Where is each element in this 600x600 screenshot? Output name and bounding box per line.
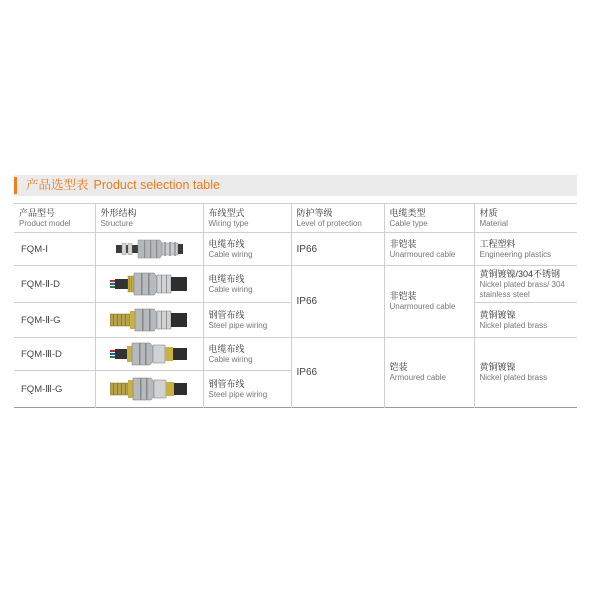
structure-image [95, 371, 203, 408]
section-header [14, 175, 577, 196]
protection-cell: IP66 [291, 266, 384, 338]
section-title-zh: 产品选型表 [26, 178, 89, 192]
section-title [26, 177, 220, 194]
table-row [14, 266, 577, 303]
model-cell: FQM-Ⅱ-G [14, 303, 95, 338]
table-row [14, 338, 577, 371]
material-cell: 黄铜镀镍/304不锈钢 Nickel plated brass/ 304 stainless steel [474, 266, 577, 303]
cable-type-cell: 铠装 Armoured cable [384, 338, 474, 408]
wiring-cell: 电缆布线 Cable wiring [203, 338, 291, 371]
model-cell: FQM-Ⅰ [14, 233, 95, 266]
wiring-cell: 钢管布线 Steel pipe wiring [203, 371, 291, 408]
table-header-row [14, 204, 577, 233]
metal-gland-pipe-image [110, 305, 188, 335]
structure-image [95, 338, 203, 371]
wiring-cell: 电缆布线 Cable wiring [203, 266, 291, 303]
material-cell: 黄铜镀镍 Nickel plated brass [474, 338, 577, 408]
plastic-gland-image [114, 236, 184, 262]
col-header-structure: 外形结构 Structure [95, 204, 203, 233]
product-selection-table [14, 203, 577, 408]
table-row [14, 233, 577, 266]
protection-cell: IP66 [291, 233, 384, 266]
structure-image [95, 303, 203, 338]
cable-type-cell: 非铠装 Unarmoured cable [384, 233, 474, 266]
protection-cell: IP66 [291, 338, 384, 408]
col-header-model: 产品型号 Product model [14, 204, 95, 233]
model-cell: FQM-Ⅲ-G [14, 371, 95, 408]
col-header-wiring: 布线型式 Wiring type [203, 204, 291, 233]
wiring-cell: 钢管布线 Steel pipe wiring [203, 303, 291, 338]
col-header-material: 材质 Material [474, 204, 577, 233]
wiring-cell: 电缆布线 Cable wiring [203, 233, 291, 266]
col-header-cable-type: 电缆类型 Cable type [384, 204, 474, 233]
armoured-gland-pipe-image [110, 374, 188, 404]
header-accent-bar [14, 177, 17, 194]
col-header-protection: 防护等级 Level of protection [291, 204, 384, 233]
metal-gland-cable-image [110, 269, 188, 299]
model-cell: FQM-Ⅱ-D [14, 266, 95, 303]
material-cell: 工程塑料 Engineering plastics [474, 233, 577, 266]
cable-type-cell: 非铠装 Unarmoured cable [384, 266, 474, 338]
model-cell: FQM-Ⅲ-D [14, 338, 95, 371]
section-title-en: Product selection table [93, 178, 220, 192]
structure-image [95, 266, 203, 303]
material-cell: 黄铜镀镍 Nickel plated brass [474, 303, 577, 338]
armoured-gland-cable-image [110, 340, 188, 368]
structure-image [95, 233, 203, 266]
